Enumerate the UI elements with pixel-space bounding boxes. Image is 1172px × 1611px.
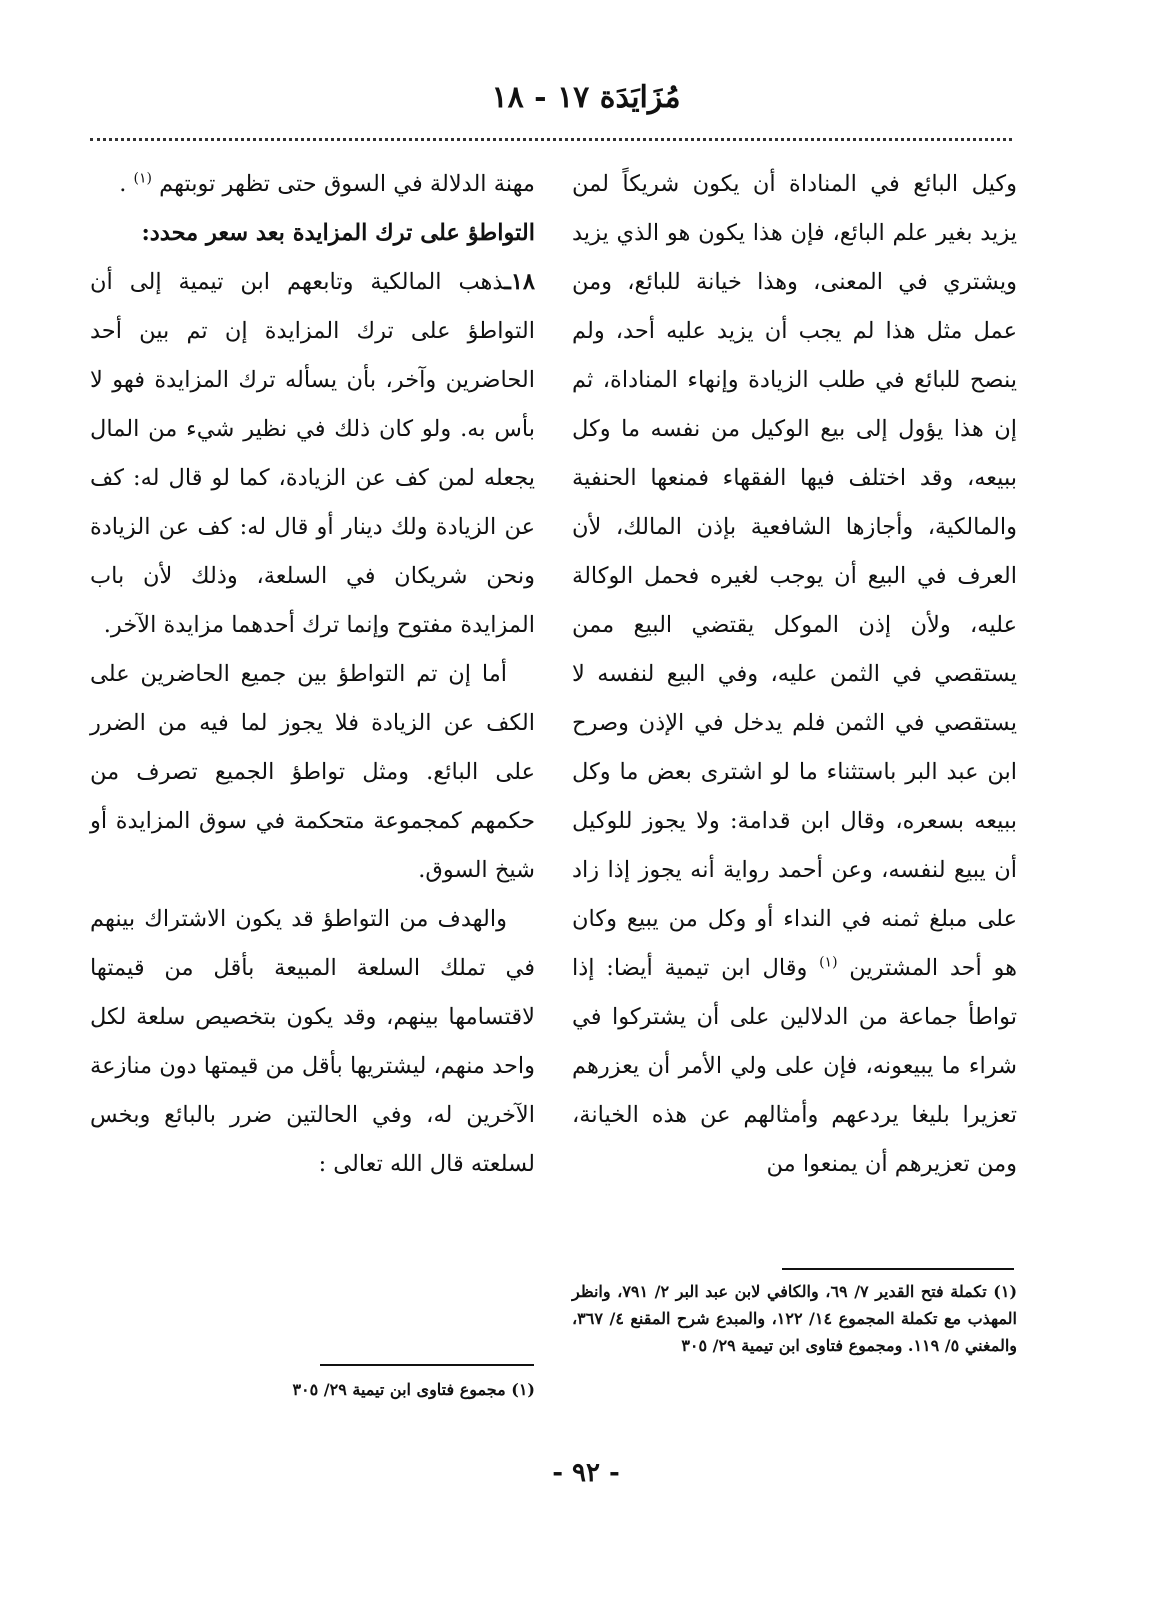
footnote-marker: (١) [819, 954, 838, 971]
section-heading: التواطؤ على ترك المزايدة بعد سعر محدد: [141, 220, 535, 246]
continuation-text: مهنة الدلالة في السوق حتى تظهر توبتهم [159, 171, 535, 197]
footnote-rule-left [320, 1364, 534, 1366]
right-column-paragraph [572, 160, 1017, 1189]
footnote-left: (١) مجموع فتاوى ابن تيمية ٢٩/ ٣٠٥ [292, 1380, 535, 1399]
page-header-title: مُزَايَدَة ١٧ - ١٨ [491, 80, 681, 115]
header-dotted-rule [90, 138, 1012, 141]
left-continuation [90, 160, 535, 209]
right-paragraph-text-a: وكيل البائع في المناداة أن يكون شريكاً لمن يزيد بغير علم البائع، فإن هذا يكون هو الذي يزيد ويشتري في المعنى، وهذا خيانة للبائع، ومن عمل مثل هذا لم يجب أن يزيد عليه أحد، ولم ينصح للبائع في طلب الزيادة وإنهاء المناداة، ثم إن هذا يؤول إلى بيع الوكيل من نفسه ما وكل ببيعه، وقد اختلف فيها الفقهاء فمنعها الحنفية والمالكية، وأجازها الشافعية بإذن المالك، لأن العرف في البيع أن يوجب لغيره فحمل الوكالة عليه، ولأن إذن الموكل يقتضي البيع ممن يستقصي في الثمن عليه، وفي البيع لنفسه لا يستقصي في الثمن فلم يدخل في الإذن وصرح ابن عبد البر باستثناء ما لو اشترى بعض ما وكل ببيعه بسعره، وقال ابن قدامة: ولا يجوز للوكيل أن يبيع لنفسه، وعن أحمد رواية أنه يجوز إذا زاد على مبلغ ثمنه في النداء أو وكل من يبيع وكان هو أحد المشترين [572, 171, 1018, 981]
paragraph-18-text: ذهب المالكية وتابعهم ابن تيمية إلى أن التواطؤ على ترك المزايدة إن تم بين أحد الحاضرين وآخر، بأن يسأله ترك المزايدة فهو لا بأس به. ولو كان ذلك في نظير شيء من المال يجعله لمن كف عن الزيادة، كما لو قال له: كف عن الزيادة ولك دينار أو قال له: كف عن الزيادة ونحن شريكان في السلعة، وذلك لأن باب المزايدة مفتوح وإنما ترك أحدهما مزايدة الآخر. [90, 269, 535, 638]
page-number: - ٩٢ - [552, 1458, 620, 1488]
footnote-right: (١) تكملة فتح القدير ٧/ ٦٩، والكافي لابن عبد البر ٢/ ٧٩١، وانظر المهذب مع تكملة المجموع ١٤/ ١٢٢، والمبدع شرح المقنع ٤/ ٣٦٧، والمغني ٥/ ١١٩. ومجموع فتاوى ابن تيمية ٢٩/ ٣٠٥ [572, 1282, 1018, 1355]
left-column [90, 160, 535, 1189]
right-column [572, 160, 1017, 1189]
continuation-end: . [119, 171, 127, 197]
paragraph-collusion-all: أما إن تم التواطؤ بين جميع الحاضرين على الكف عن الزيادة فلا يجوز لما فيه من الضرر على البائع. ومثل تواطؤ الجميع تصرف من حكمهم كمجموعة متحكمة في سوق المزايدة أو شيخ السوق. [90, 661, 535, 883]
right-paragraph-text-b: وقال ابن تيمية أيضا: إذا تواطأ جماعة من الدلالين على أن يشتركوا في شراء ما يبيعونه، فإن على ولي الأمر أن يعزرهم تعزيرا بليغا يردعهم وأمثالهم عن هذه الخيانة، ومن تعزيرهم أن يمنعوا من [572, 955, 1017, 1177]
paragraph-18 [90, 258, 535, 650]
footnote-marker: (١) [133, 170, 152, 187]
paragraph-number: ١٨ـ [504, 269, 535, 295]
footnote-rule-right [782, 1268, 1014, 1270]
paragraph-collusion-goal: والهدف من التواطؤ قد يكون الاشتراك بينهم في تملك السلعة المبيعة بأقل من قيمتها لاقتسامها بينهم، وقد يكون بتخصيص سلعة لكل واحد منهم، ليشتريها بأقل من قيمتها دون منازعة الآخرين له، وفي الحالتين ضرر بالبائع وبخس لسلعته قال الله تعالى : [90, 906, 535, 1177]
